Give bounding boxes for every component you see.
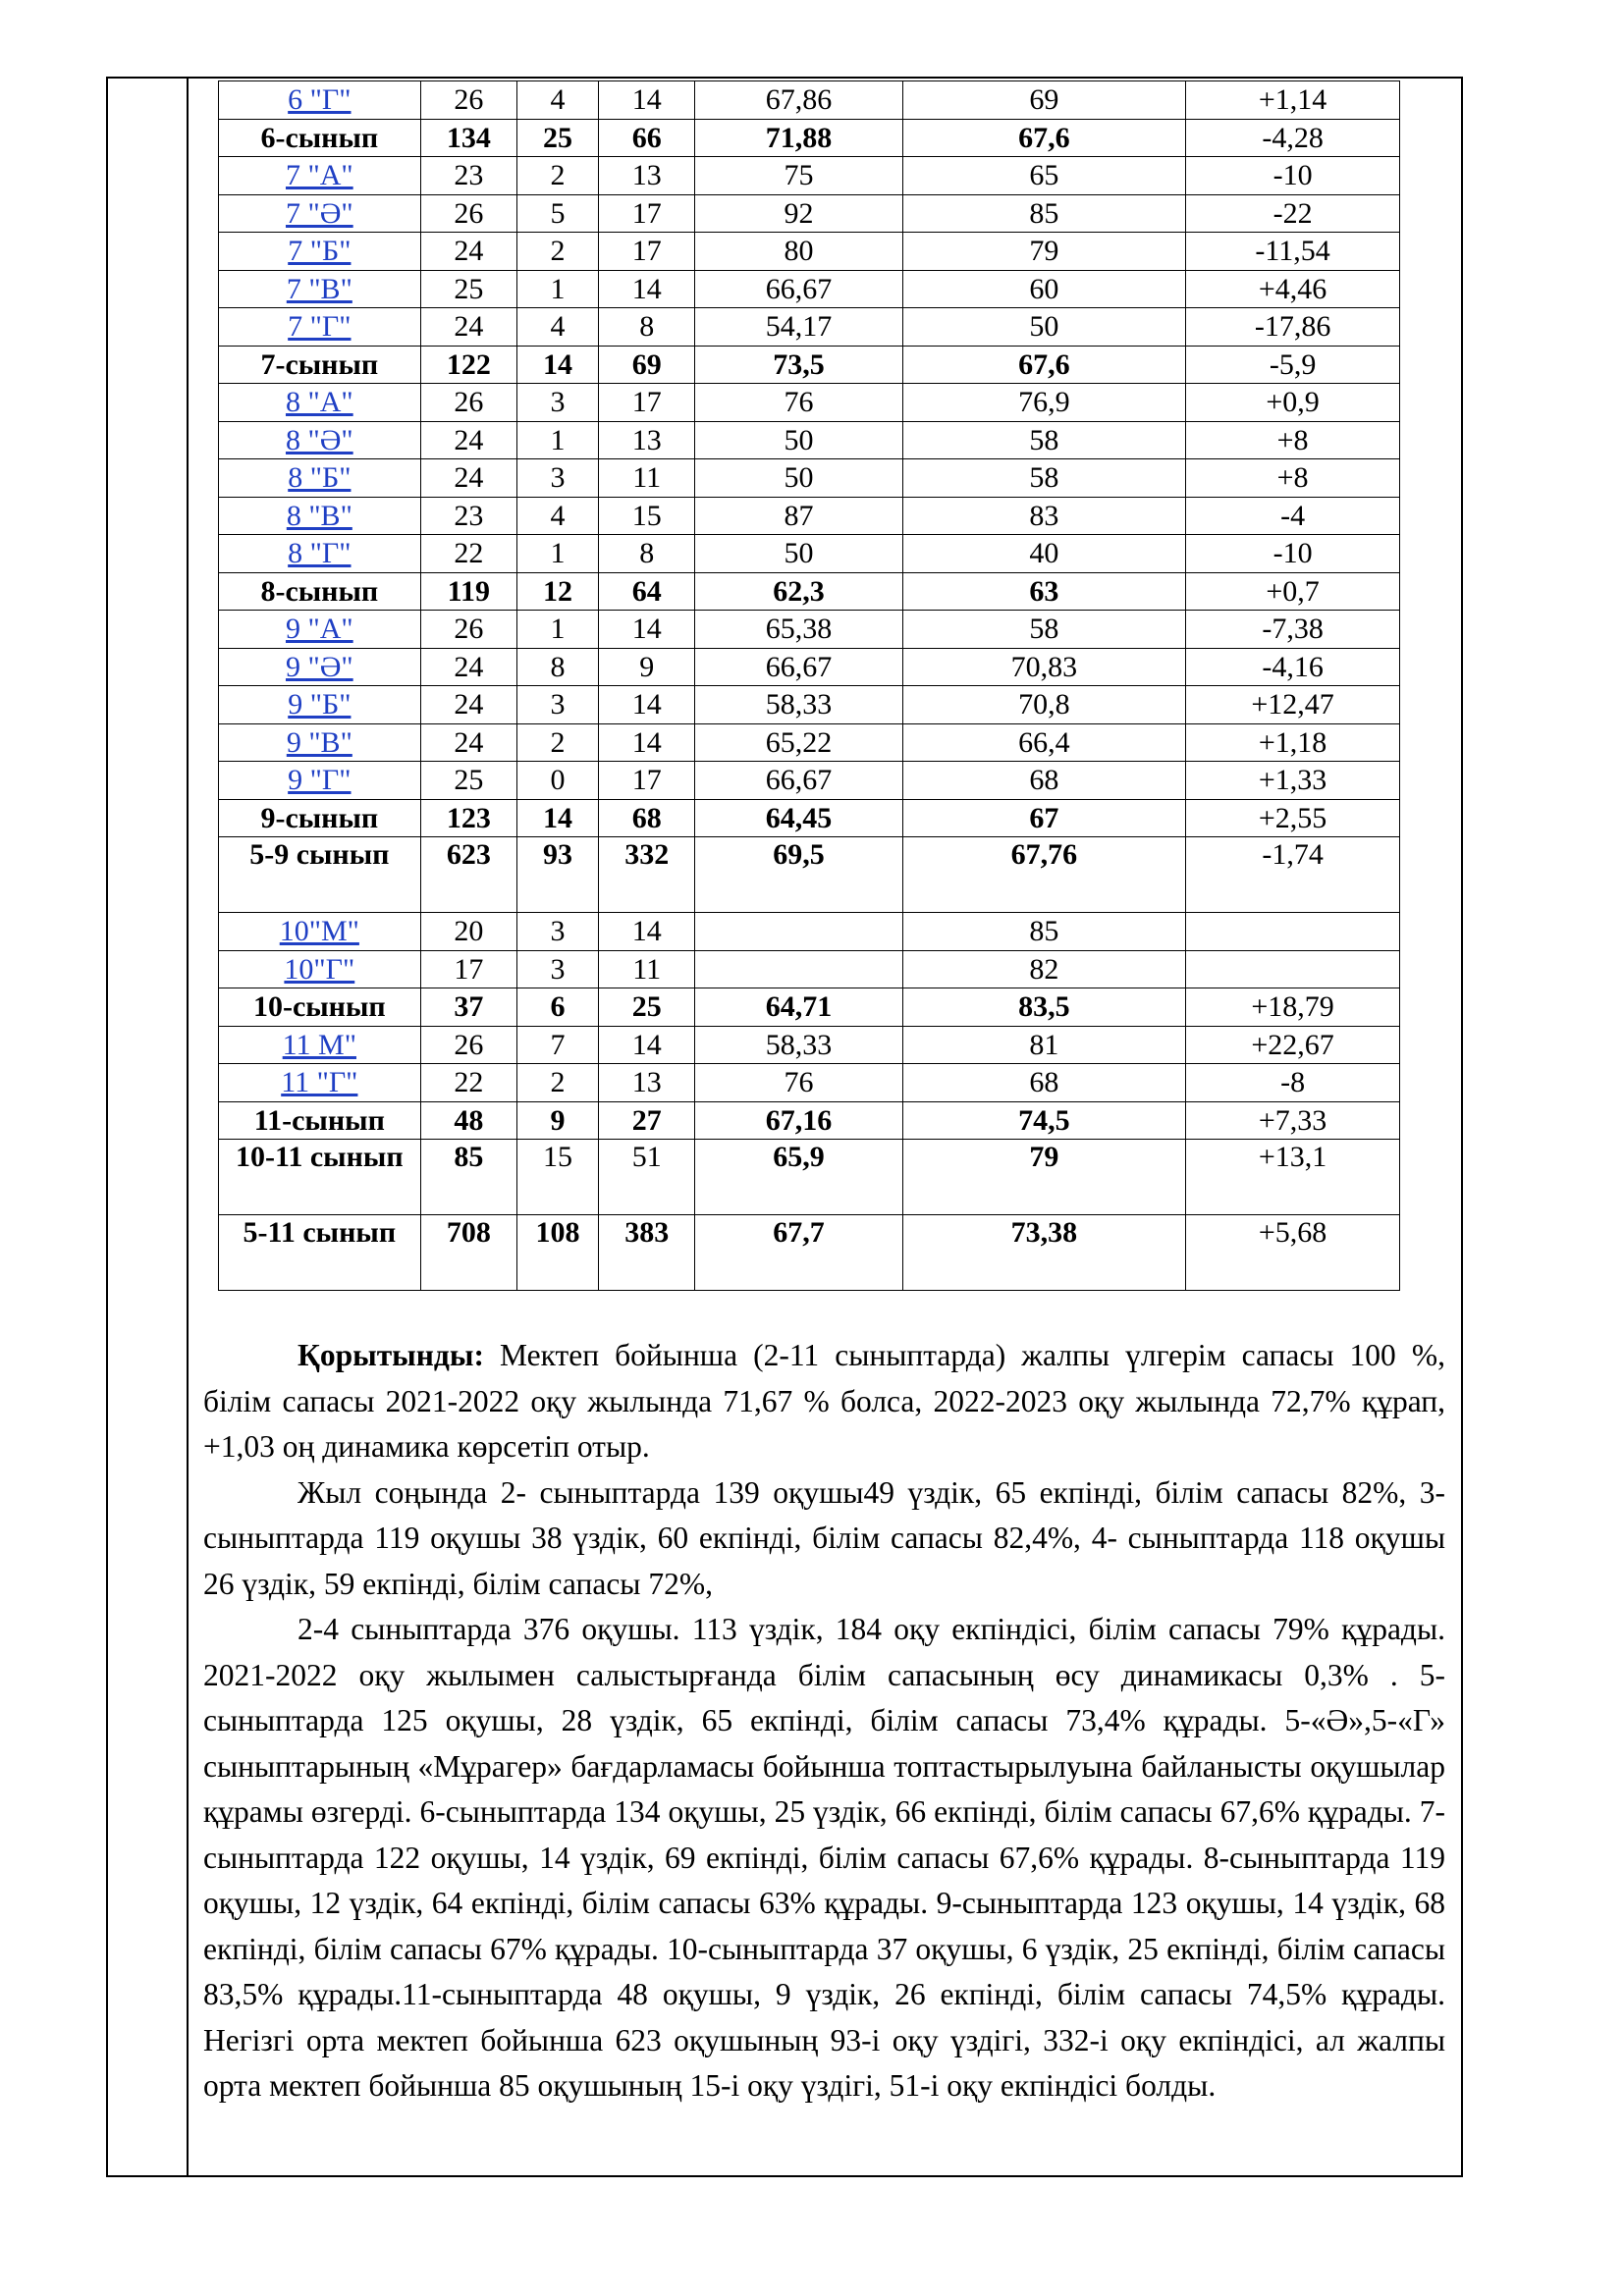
table-row — [219, 535, 1400, 573]
table-cell: 66 — [598, 119, 694, 157]
table-row — [219, 1064, 1400, 1102]
table-cell[interactable] — [219, 459, 421, 498]
table-row — [219, 837, 1400, 913]
table-cell: 25 — [517, 119, 599, 157]
class-link[interactable]: 10"Г" — [284, 952, 355, 986]
table-row — [219, 157, 1400, 195]
table-cell: 74,5 — [902, 1101, 1186, 1140]
table-cell: 119 — [420, 572, 516, 611]
table-cell: 68 — [902, 762, 1186, 800]
table-cell: 24 — [420, 686, 516, 724]
table-row — [219, 497, 1400, 535]
class-link[interactable]: 7 "Б" — [288, 235, 352, 267]
table-cell: 64,71 — [695, 988, 902, 1027]
table-cell: 66,67 — [695, 762, 902, 800]
table-cell: 24 — [420, 723, 516, 762]
table-cell: 11 — [598, 950, 694, 988]
table-cell: 17 — [598, 384, 694, 422]
table-cell: 26 — [420, 81, 516, 120]
table-cell: 14 — [517, 346, 599, 384]
table-cell: 3 — [517, 686, 599, 724]
table-cell: 23 — [420, 157, 516, 195]
table-cell: 62,3 — [695, 572, 902, 611]
table-cell: 8 — [517, 648, 599, 686]
paragraph-1-body: Мектеп бойынша (2-11 сыныптарда) жалпы үлгерім сапасы 100 %, білім сапасы 2021-2022 оқу жылында 71,67 % болса, 2022-2023 оқу жылында 72,7% құрап, +1,03 оң динамика көрсетіп отыр. — [203, 1338, 1445, 1464]
table-cell: 3 — [517, 384, 599, 422]
table-cell[interactable] — [219, 723, 421, 762]
table-row — [219, 1101, 1400, 1140]
table-cell: 2 — [517, 233, 599, 271]
table-cell: 15 — [517, 1140, 599, 1215]
table-cell: 10-сынып — [219, 988, 421, 1027]
table-row — [219, 421, 1400, 459]
class-link[interactable]: 9 "В" — [286, 725, 352, 759]
table-cell: -7,38 — [1186, 611, 1400, 649]
table-cell: 8 — [598, 535, 694, 573]
table-cell[interactable] — [219, 648, 421, 686]
table-cell: 58 — [902, 459, 1186, 498]
table-cell: 14 — [598, 913, 694, 951]
table-cell: 3 — [517, 459, 599, 498]
table-cell: 24 — [420, 648, 516, 686]
table-cell: +1,33 — [1186, 762, 1400, 800]
table-cell: +1,14 — [1186, 81, 1400, 120]
table-cell: 73,38 — [902, 1215, 1186, 1291]
class-link[interactable]: 7 "Ә" — [285, 196, 353, 230]
table-cell: +7,33 — [1186, 1101, 1400, 1140]
table-cell: 10-11 сынып — [219, 1140, 421, 1215]
table-row — [219, 194, 1400, 233]
table-cell: 67,16 — [695, 1101, 902, 1140]
table-cell: 108 — [517, 1215, 599, 1291]
table-cell: 3 — [517, 913, 599, 951]
table-cell: 14 — [517, 799, 599, 837]
table-cell — [1186, 950, 1400, 988]
table-cell: -4,28 — [1186, 119, 1400, 157]
table-cell: 4 — [517, 81, 599, 120]
table-cell: +5,68 — [1186, 1215, 1400, 1291]
conclusion-text — [203, 1333, 1445, 2109]
table-cell: 12 — [517, 572, 599, 611]
table-cell: 3 — [517, 950, 599, 988]
table-row — [219, 988, 1400, 1027]
table-cell: 2 — [517, 1064, 599, 1102]
table-cell: +0,7 — [1186, 572, 1400, 611]
table-cell: 85 — [902, 194, 1186, 233]
table-cell[interactable] — [219, 686, 421, 724]
paragraph-3: 2-4 сыныптарда 376 оқушы. 113 үздік, 184 оқу екпіндісі, білім сапасы 79% құрады. 2021-2022 оқу жылымен салыстырғанда білім сапасының өсу динамикасы 0,3% . 5-сыныптарда 125 оқушы, 28 үздік, 65 екпінді, білім сапасы 73,4% құрады. 5-«Ә»,5-«Г» сыныптарының «Мұрагер» бағдарламасы бойынша топтастырылуына байланысты оқушылар құрамы өзгерді. 6-сыныптарда 134 оқушы, 25 үздік, 66 екпінді, білім сапасы 67,6% құрады. 7-сыныптарда 122 оқушы, 14 үздік, 69 екпінді, білім сапасы 67,6% құрады. 8-сыныптарда 119 оқушы, 12 үздік, 64 екпінді, білім сапасы 63% құрады. 9-сыныптарда 123 оқушы, 14 үздік, 68 екпінді, білім сапасы 67% құрады. 10-сыныптарда 37 оқушы, 6 үздік, 25 екпінді, білім сапасы 83,5% құрады.11-сыныптарда 48 оқушы, 9 үздік, 26 екпінді, білім сапасы 74,5% құрады. Негізгі орта мектеп бойынша 623 оқушының 93-і оқу үздігі, 332-і оқу екпіндісі, ал жалпы орта мектеп бойынша 85 оқушының 15-і оқу үздігі, 51-і оқу екпіндісі болды. — [203, 1612, 1445, 2103]
table-cell: 79 — [902, 233, 1186, 271]
table-cell[interactable] — [219, 384, 421, 422]
table-cell: 37 — [420, 988, 516, 1027]
table-cell: 64,45 — [695, 799, 902, 837]
table-cell: 76 — [695, 1064, 902, 1102]
table-cell: 60 — [902, 270, 1186, 308]
table-cell: +13,1 — [1186, 1140, 1400, 1215]
table-cell: 623 — [420, 837, 516, 913]
class-link[interactable]: 9 "Г" — [288, 764, 352, 796]
table-cell: 76 — [695, 384, 902, 422]
table-row — [219, 572, 1400, 611]
table-cell: 75 — [695, 157, 902, 195]
conclusion-label: Қорытынды: — [298, 1338, 484, 1372]
table-row — [219, 119, 1400, 157]
table-cell: 122 — [420, 346, 516, 384]
table-cell: 0 — [517, 762, 599, 800]
class-link[interactable]: 8 "Б" — [288, 461, 352, 494]
table-cell: 26 — [420, 384, 516, 422]
table-cell: 5 — [517, 194, 599, 233]
table-cell[interactable] — [219, 308, 421, 347]
table-cell: 67,76 — [902, 837, 1186, 913]
table-cell: 14 — [598, 611, 694, 649]
table-cell: 1 — [517, 421, 599, 459]
table-cell: 708 — [420, 1215, 516, 1291]
table-cell: +12,47 — [1186, 686, 1400, 724]
table-cell: 7-сынып — [219, 346, 421, 384]
table-cell[interactable] — [219, 421, 421, 459]
class-link[interactable]: 8 "А" — [285, 386, 353, 418]
table-cell: 67 — [902, 799, 1186, 837]
table-cell: 50 — [695, 535, 902, 573]
table-cell[interactable] — [219, 762, 421, 800]
table-row — [219, 723, 1400, 762]
table-cell: 17 — [420, 950, 516, 988]
table-cell: 5-11 сынып — [219, 1215, 421, 1291]
table-row — [219, 648, 1400, 686]
table-cell: -11,54 — [1186, 233, 1400, 271]
table-cell: 51 — [598, 1140, 694, 1215]
table-cell: -17,86 — [1186, 308, 1400, 347]
table-cell: 87 — [695, 497, 902, 535]
table-cell[interactable] — [219, 913, 421, 951]
class-link[interactable]: 7 "А" — [285, 159, 353, 191]
table-cell: 5-9 сынып — [219, 837, 421, 913]
results-table-body — [219, 81, 1400, 1291]
table-row — [219, 270, 1400, 308]
table-cell: 50 — [695, 459, 902, 498]
table-cell: 14 — [598, 1026, 694, 1064]
table-cell: 50 — [902, 308, 1186, 347]
class-link[interactable]: 11 "Г" — [281, 1066, 358, 1098]
table-cell: 14 — [598, 81, 694, 120]
table-cell: 8-сынып — [219, 572, 421, 611]
table-cell: 68 — [902, 1064, 1186, 1102]
table-cell: 25 — [420, 762, 516, 800]
class-link[interactable]: 7 "Г" — [288, 310, 352, 343]
table-row — [219, 459, 1400, 498]
table-cell: 383 — [598, 1215, 694, 1291]
table-cell: -10 — [1186, 535, 1400, 573]
table-cell: 15 — [598, 497, 694, 535]
table-row — [219, 1215, 1400, 1291]
table-cell: 58,33 — [695, 1026, 902, 1064]
table-cell[interactable] — [219, 950, 421, 988]
class-link[interactable]: 6 "Г" — [288, 83, 352, 116]
table-row — [219, 346, 1400, 384]
table-cell: 17 — [598, 762, 694, 800]
table-cell[interactable] — [219, 535, 421, 573]
table-cell: -5,9 — [1186, 346, 1400, 384]
table-cell: 123 — [420, 799, 516, 837]
table-cell: 26 — [420, 1026, 516, 1064]
table-cell: 64 — [598, 572, 694, 611]
class-link[interactable]: 9 "Ә" — [285, 650, 353, 683]
table-cell: -1,74 — [1186, 837, 1400, 913]
table-row — [219, 913, 1400, 951]
table-cell[interactable] — [219, 194, 421, 233]
table-cell: 92 — [695, 194, 902, 233]
paragraph-1 — [203, 1333, 1445, 1470]
table-cell: 9-сынып — [219, 799, 421, 837]
table-cell: 26 — [420, 611, 516, 649]
table-cell: 17 — [598, 233, 694, 271]
table-cell: +22,67 — [1186, 1026, 1400, 1064]
table-cell: 79 — [902, 1140, 1186, 1215]
table-cell: 73,5 — [695, 346, 902, 384]
table-cell: 67,6 — [902, 346, 1186, 384]
table-cell: 65,9 — [695, 1140, 902, 1215]
table-cell: 82 — [902, 950, 1186, 988]
table-cell: 2 — [517, 157, 599, 195]
table-cell: 66,67 — [695, 270, 902, 308]
table-cell: 25 — [598, 988, 694, 1027]
table-cell[interactable] — [219, 233, 421, 271]
table-cell: 4 — [517, 497, 599, 535]
table-cell[interactable] — [219, 1026, 421, 1064]
table-cell: 80 — [695, 233, 902, 271]
class-link[interactable]: 9 "Б" — [288, 688, 352, 721]
table-cell: 9 — [517, 1101, 599, 1140]
table-row — [219, 950, 1400, 988]
table-cell: 58 — [902, 421, 1186, 459]
table-cell: +2,55 — [1186, 799, 1400, 837]
table-cell: -4,16 — [1186, 648, 1400, 686]
table-row — [219, 81, 1400, 120]
table-row — [219, 799, 1400, 837]
table-row — [219, 611, 1400, 649]
class-link[interactable]: 10"М" — [279, 915, 359, 947]
table-cell — [1186, 913, 1400, 951]
table-cell: 69 — [902, 81, 1186, 120]
table-row — [219, 1140, 1400, 1215]
class-link[interactable]: 8 "В" — [286, 499, 352, 532]
table-cell: 9 — [598, 648, 694, 686]
table-cell: 48 — [420, 1101, 516, 1140]
table-cell: 14 — [598, 270, 694, 308]
table-cell: 1 — [517, 535, 599, 573]
paragraph-2: Жыл соңында 2- сыныптарда 139 оқушы49 үздік, 65 екпінді, білім сапасы 82%, 3- сыныптарда 119 оқушы 38 үздік, 60 екпінді, білім сапасы 82,4%, 4- сыныптарда 118 оқушы 26 үздік, 59 екпінді, білім сапасы 72%, — [203, 1474, 1445, 1601]
table-cell: -10 — [1186, 157, 1400, 195]
class-link[interactable]: 8 "Г" — [288, 537, 352, 569]
table-cell: 24 — [420, 308, 516, 347]
table-cell: 67,6 — [902, 119, 1186, 157]
table-cell: 65,22 — [695, 723, 902, 762]
table-cell: 83,5 — [902, 988, 1186, 1027]
table-cell: 14 — [598, 723, 694, 762]
table-cell: 11-сынып — [219, 1101, 421, 1140]
table-cell: 134 — [420, 119, 516, 157]
table-cell: 65 — [902, 157, 1186, 195]
table-row — [219, 384, 1400, 422]
table-cell: 14 — [598, 686, 694, 724]
table-cell[interactable] — [219, 157, 421, 195]
table-cell: 50 — [695, 421, 902, 459]
table-cell: 40 — [902, 535, 1186, 573]
table-cell: 24 — [420, 233, 516, 271]
table-cell: 71,88 — [695, 119, 902, 157]
table-row — [219, 1026, 1400, 1064]
table-cell: -4 — [1186, 497, 1400, 535]
table-cell: 66,4 — [902, 723, 1186, 762]
table-cell[interactable] — [219, 270, 421, 308]
table-cell: 332 — [598, 837, 694, 913]
table-cell: 13 — [598, 1064, 694, 1102]
table-cell: -22 — [1186, 194, 1400, 233]
table-cell: 11 — [598, 459, 694, 498]
table-cell: 1 — [517, 270, 599, 308]
table-cell: 6-сынып — [219, 119, 421, 157]
table-cell: 6 — [517, 988, 599, 1027]
table-cell: 4 — [517, 308, 599, 347]
left-column-border — [187, 77, 189, 2177]
table-cell: +18,79 — [1186, 988, 1400, 1027]
table-cell: 63 — [902, 572, 1186, 611]
table-cell: 22 — [420, 1064, 516, 1102]
table-row — [219, 233, 1400, 271]
table-cell: 23 — [420, 497, 516, 535]
class-link[interactable]: 7 "В" — [286, 272, 352, 305]
table-cell: 17 — [598, 194, 694, 233]
table-cell: 2 — [517, 723, 599, 762]
table-cell: 69 — [598, 346, 694, 384]
table-cell — [695, 913, 902, 951]
table-cell: 85 — [420, 1140, 516, 1215]
table-cell: 67,7 — [695, 1215, 902, 1291]
table-cell: 13 — [598, 157, 694, 195]
table-cell: +0,9 — [1186, 384, 1400, 422]
table-cell: 67,86 — [695, 81, 902, 120]
table-cell[interactable] — [219, 497, 421, 535]
table-cell[interactable] — [219, 611, 421, 649]
table-cell: +4,46 — [1186, 270, 1400, 308]
table-cell: 93 — [517, 837, 599, 913]
table-cell: 8 — [598, 308, 694, 347]
table-cell: 25 — [420, 270, 516, 308]
table-cell: 83 — [902, 497, 1186, 535]
table-cell — [695, 950, 902, 988]
table-cell: +8 — [1186, 421, 1400, 459]
table-row — [219, 308, 1400, 347]
table-row — [219, 686, 1400, 724]
table-cell: -8 — [1186, 1064, 1400, 1102]
table-cell: 81 — [902, 1026, 1186, 1064]
table-cell: 58,33 — [695, 686, 902, 724]
table-cell[interactable] — [219, 1064, 421, 1102]
table-cell: 22 — [420, 535, 516, 573]
class-link[interactable]: 9 "А" — [285, 613, 353, 645]
class-link[interactable]: 8 "Ә" — [285, 423, 353, 456]
table-cell: 65,38 — [695, 611, 902, 649]
table-cell[interactable] — [219, 81, 421, 120]
table-cell: 1 — [517, 611, 599, 649]
table-row — [219, 762, 1400, 800]
table-cell: 20 — [420, 913, 516, 951]
class-link[interactable]: 11 М" — [282, 1028, 356, 1061]
results-table — [218, 80, 1400, 1291]
table-cell: 24 — [420, 421, 516, 459]
table-cell: 7 — [517, 1026, 599, 1064]
table-cell: 66,67 — [695, 648, 902, 686]
table-cell: 13 — [598, 421, 694, 459]
table-cell: 26 — [420, 194, 516, 233]
table-cell: 27 — [598, 1101, 694, 1140]
table-cell: 69,5 — [695, 837, 902, 913]
table-cell: 76,9 — [902, 384, 1186, 422]
table-cell: +1,18 — [1186, 723, 1400, 762]
table-cell: 58 — [902, 611, 1186, 649]
table-cell: 70,8 — [902, 686, 1186, 724]
table-cell: 85 — [902, 913, 1186, 951]
table-cell: 24 — [420, 459, 516, 498]
table-cell: 54,17 — [695, 308, 902, 347]
table-cell: 68 — [598, 799, 694, 837]
table-cell: +8 — [1186, 459, 1400, 498]
table-cell: 70,83 — [902, 648, 1186, 686]
